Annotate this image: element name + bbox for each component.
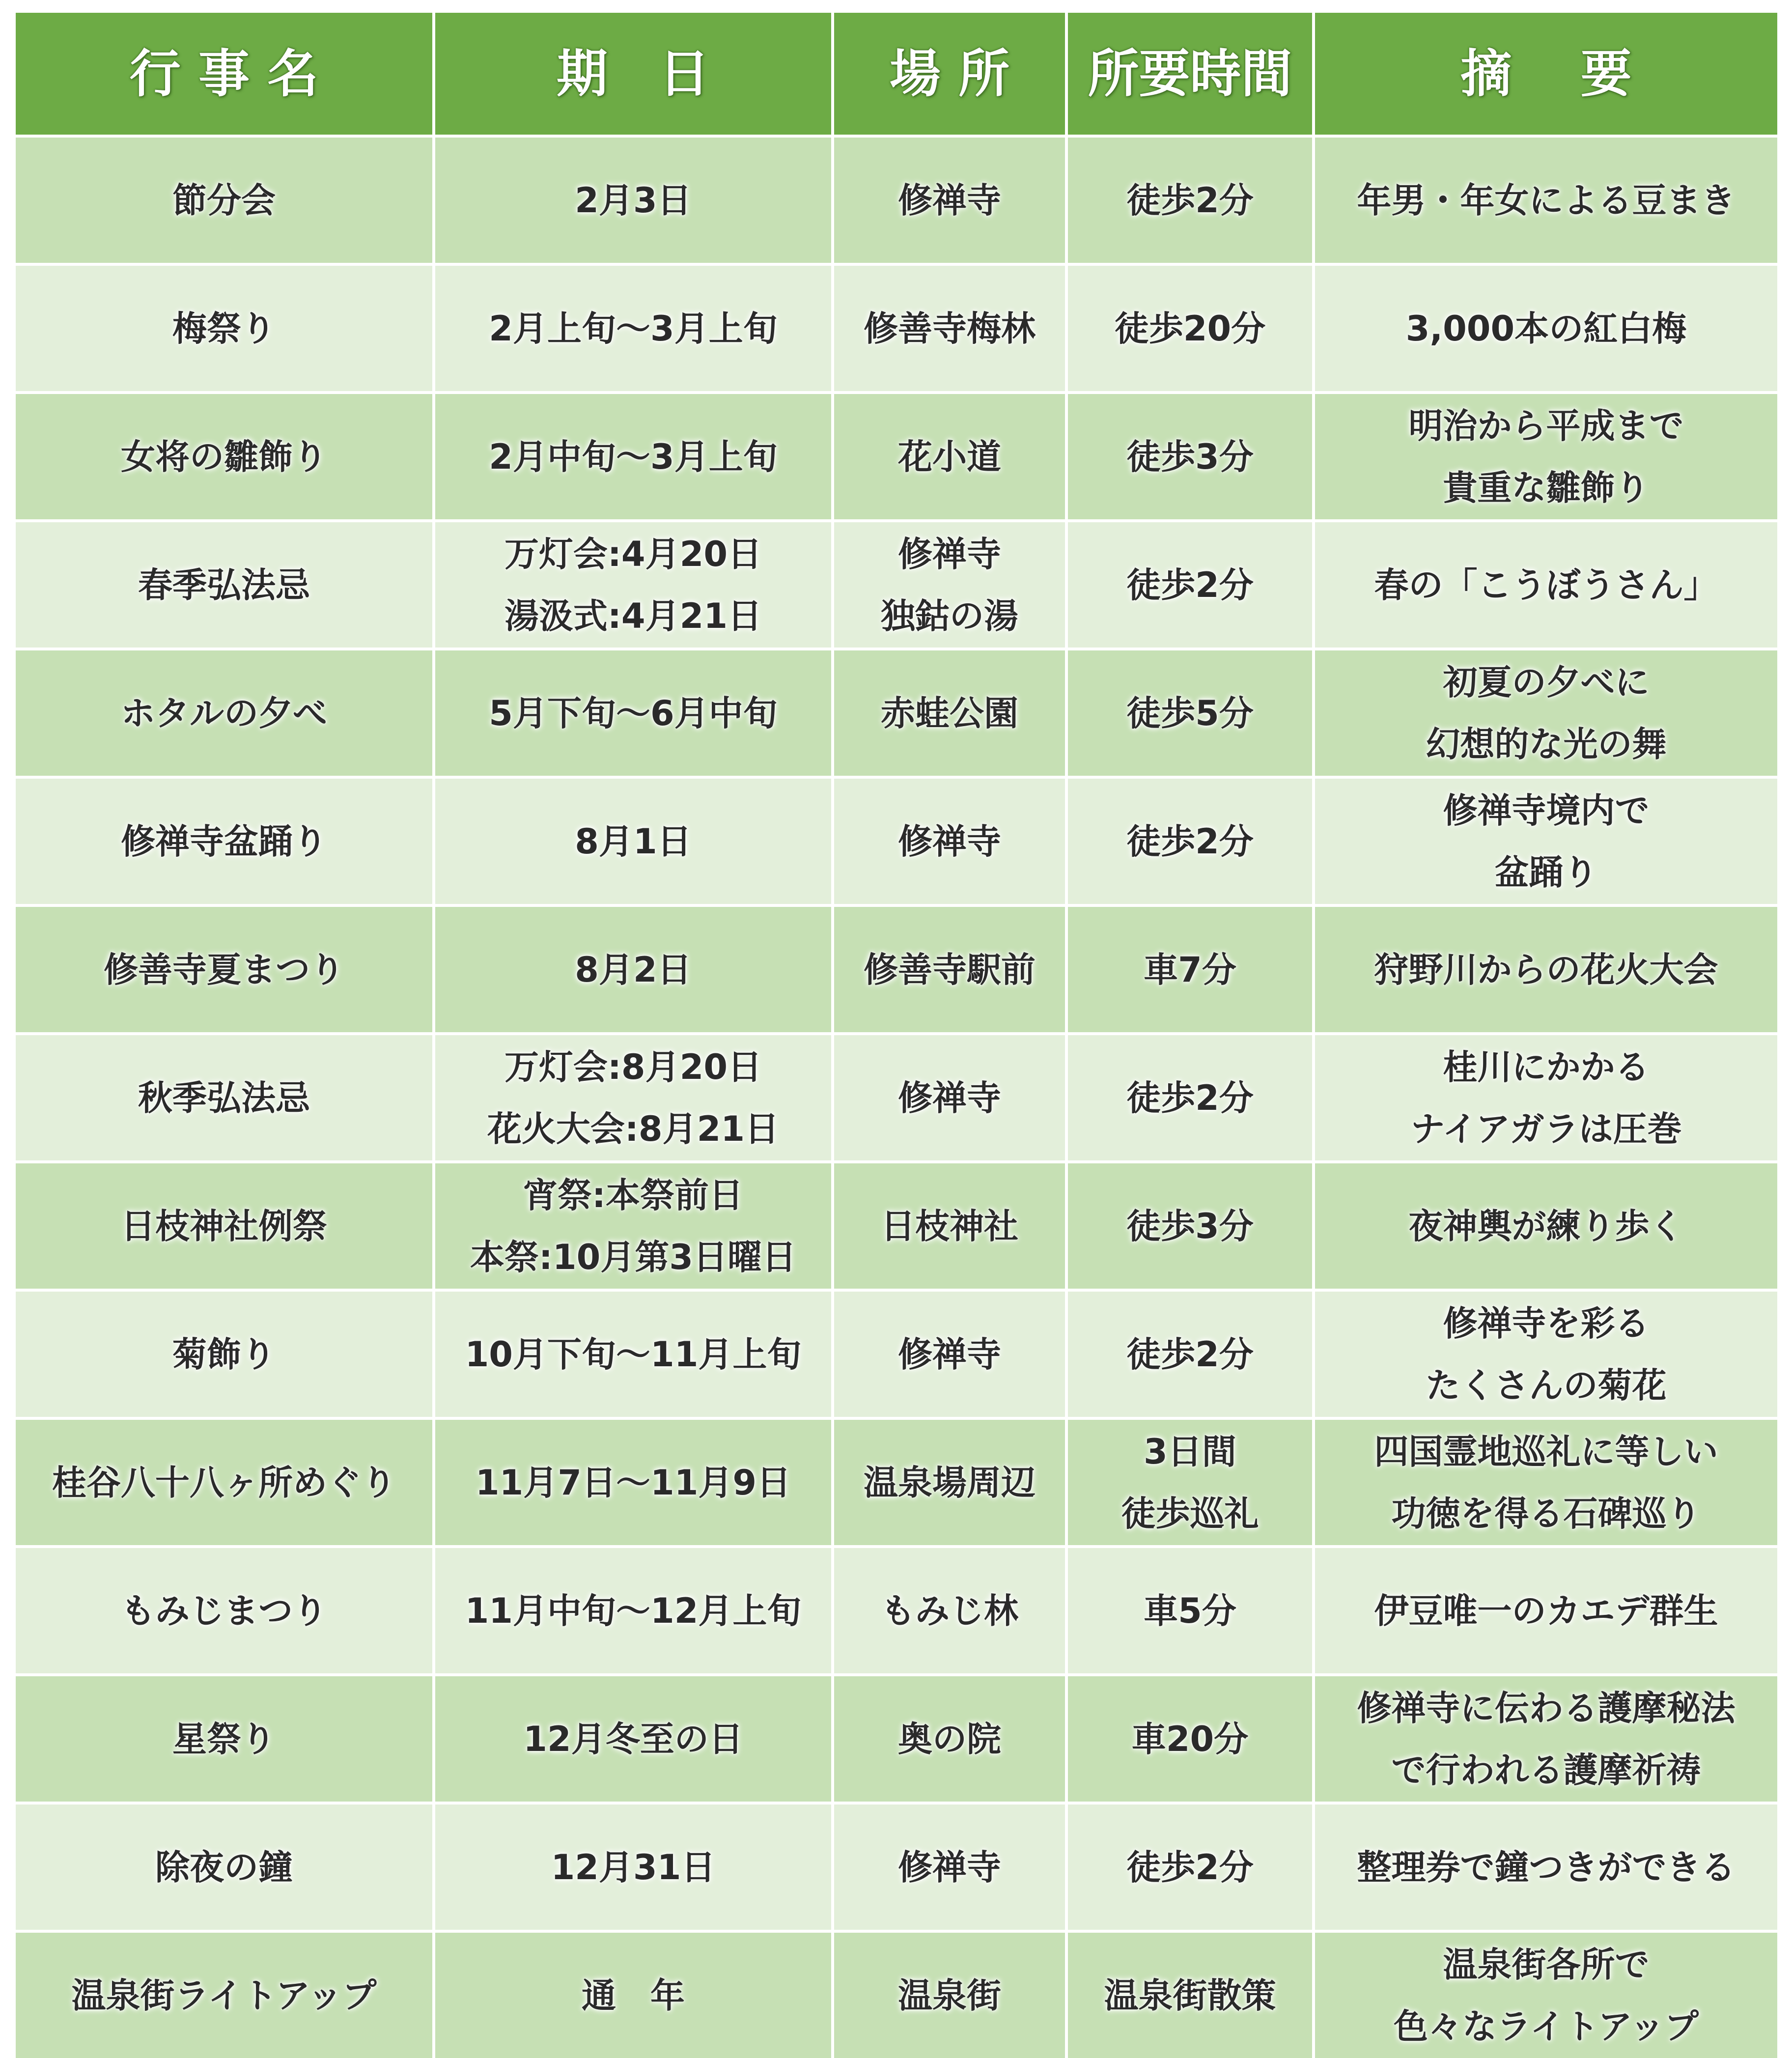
date-cell-line: 花火大会:8月21日 bbox=[487, 1108, 780, 1149]
summary-cell-line: 色々なライトアップ bbox=[1394, 2006, 1699, 2047]
summary-cell-line: 初夏の夕べに bbox=[1443, 662, 1650, 703]
summary-cell bbox=[1315, 1420, 1777, 1545]
time-cell-line: 徒歩2分 bbox=[1126, 180, 1254, 221]
date-cell-line: 11月7日～11月9日 bbox=[475, 1462, 791, 1503]
date-cell bbox=[435, 522, 831, 648]
time-cell bbox=[1068, 1804, 1312, 1930]
event-name-cell bbox=[16, 266, 432, 391]
date-cell bbox=[435, 138, 831, 263]
summary-cell bbox=[1315, 1676, 1777, 1802]
summary-cell-line: 年男・年女による豆まき bbox=[1357, 180, 1736, 221]
summary-cell bbox=[1315, 1548, 1777, 1673]
summary-cell-line: 整理券で鐘つきができる bbox=[1357, 1847, 1736, 1888]
summary-cell-line: 貴重な雛飾り bbox=[1443, 467, 1650, 508]
summary-cell-line: 修禅寺に伝わる護摩秘法 bbox=[1357, 1688, 1736, 1728]
time-cell-line: 車20分 bbox=[1131, 1719, 1249, 1759]
event-name-cell-line: 温泉街ライトアップ bbox=[71, 1975, 377, 2016]
time-cell bbox=[1068, 1420, 1312, 1545]
place-cell-line: 温泉場周辺 bbox=[864, 1462, 1036, 1503]
summary-cell-line: 春の「こうぼうさん」 bbox=[1374, 564, 1718, 605]
place-cell-line: 温泉街 bbox=[898, 1975, 1001, 2016]
date-cell-line: 宵祭:本祭前日 bbox=[523, 1175, 743, 1215]
summary-cell-line: 明治から平成まで bbox=[1408, 405, 1684, 446]
summary-cell-line: 修禅寺境内で bbox=[1443, 790, 1650, 831]
event-name-cell bbox=[16, 522, 432, 648]
event-name-cell bbox=[16, 1035, 432, 1160]
event-name-cell-line: 女将の雛飾り bbox=[121, 436, 327, 477]
date-cell bbox=[435, 1035, 831, 1160]
date-cell-line: 12月冬至の日 bbox=[523, 1719, 743, 1759]
place-cell bbox=[834, 1676, 1065, 1802]
summary-cell bbox=[1315, 1163, 1777, 1289]
place-cell-line: 修禅寺 bbox=[898, 1077, 1001, 1118]
date-cell bbox=[435, 650, 831, 776]
place-cell bbox=[834, 266, 1065, 391]
summary-cell-line: 伊豆唯一のカエデ群生 bbox=[1374, 1590, 1718, 1631]
event-name-cell bbox=[16, 907, 432, 1032]
events-table bbox=[16, 13, 1777, 2047]
date-cell bbox=[435, 266, 831, 391]
time-cell-line: 温泉街散策 bbox=[1104, 1975, 1276, 2016]
summary-cell-line: 夜神輿が練り歩く bbox=[1408, 1206, 1684, 1246]
summary-cell bbox=[1315, 266, 1777, 391]
place-cell-line: 修善寺梅林 bbox=[864, 308, 1036, 349]
time-cell bbox=[1068, 138, 1312, 263]
place-cell-line: もみじ林 bbox=[881, 1590, 1018, 1631]
time-cell-line: 車7分 bbox=[1144, 949, 1236, 990]
summary-cell bbox=[1315, 650, 1777, 776]
event-name-cell-line: もみじまつり bbox=[121, 1590, 327, 1631]
event-name-cell bbox=[16, 1676, 432, 1802]
summary-cell bbox=[1315, 1292, 1777, 1417]
date-cell-line: 2月3日 bbox=[575, 180, 692, 221]
time-cell-line: 3日間 bbox=[1144, 1431, 1236, 1472]
place-cell-line: 修禅寺 bbox=[898, 1334, 1001, 1375]
place-cell bbox=[834, 907, 1065, 1032]
event-name-cell-line: 菊飾り bbox=[172, 1334, 276, 1375]
date-cell-line: 万灯会:4月20日 bbox=[504, 534, 762, 574]
header-summary: 摘 要 bbox=[1315, 13, 1777, 135]
place-cell bbox=[834, 779, 1065, 904]
summary-cell bbox=[1315, 779, 1777, 904]
place-cell-line: 日枝神社 bbox=[881, 1206, 1018, 1246]
place-cell-line: 独鈷の湯 bbox=[881, 595, 1018, 636]
event-name-cell bbox=[16, 779, 432, 904]
event-name-cell-line: 星祭り bbox=[172, 1719, 276, 1759]
summary-cell-line: 幻想的な光の舞 bbox=[1426, 724, 1667, 764]
date-cell-line: 12月31日 bbox=[551, 1847, 716, 1888]
event-name-cell bbox=[16, 138, 432, 263]
place-cell-line: 修禅寺 bbox=[898, 180, 1001, 221]
event-name-cell-line: 桂谷八十八ヶ所めぐり bbox=[52, 1462, 396, 1503]
time-cell bbox=[1068, 907, 1312, 1032]
time-cell bbox=[1068, 1676, 1312, 1802]
place-cell bbox=[834, 1163, 1065, 1289]
summary-cell bbox=[1315, 907, 1777, 1032]
date-cell-line: 5月下旬～6月中旬 bbox=[489, 693, 778, 733]
event-name-cell bbox=[16, 650, 432, 776]
summary-cell-line: 盆踊り bbox=[1494, 852, 1598, 893]
place-cell bbox=[834, 1420, 1065, 1545]
place-cell-line: 修善寺駅前 bbox=[864, 949, 1036, 990]
summary-cell-line: 功徳を得る石碑巡り bbox=[1391, 1493, 1701, 1534]
summary-cell bbox=[1315, 1804, 1777, 1930]
time-cell-line: 徒歩3分 bbox=[1126, 436, 1254, 477]
place-cell bbox=[834, 1292, 1065, 1417]
date-cell bbox=[435, 907, 831, 1032]
time-cell-line: 徒歩2分 bbox=[1126, 1077, 1254, 1118]
event-name-cell-line: 梅祭り bbox=[172, 308, 276, 349]
date-cell bbox=[435, 1676, 831, 1802]
date-cell-line: 8月2日 bbox=[575, 949, 692, 990]
time-cell bbox=[1068, 394, 1312, 519]
date-cell-line: 本祭:10月第3日曜日 bbox=[470, 1237, 797, 1277]
event-name-cell-line: 修善寺夏まつり bbox=[104, 949, 344, 990]
place-cell-line: 修禅寺 bbox=[898, 534, 1001, 574]
place-cell-line: 修禅寺 bbox=[898, 821, 1001, 862]
event-name-cell bbox=[16, 1163, 432, 1289]
summary-cell bbox=[1315, 138, 1777, 263]
time-cell-line: 徒歩2分 bbox=[1126, 821, 1254, 862]
header-date: 期 日 bbox=[435, 13, 831, 135]
event-name-cell-line: 日枝神社例祭 bbox=[121, 1206, 327, 1246]
summary-cell bbox=[1315, 1035, 1777, 1160]
date-cell-line: 10月下旬～11月上旬 bbox=[465, 1334, 802, 1375]
date-cell bbox=[435, 1292, 831, 1417]
summary-cell-line: で行われる護摩祈祷 bbox=[1391, 1749, 1701, 1790]
date-cell bbox=[435, 1804, 831, 1930]
date-cell bbox=[435, 1933, 831, 2058]
summary-cell-line: 桂川にかかる bbox=[1443, 1046, 1650, 1087]
time-cell-line: 徒歩5分 bbox=[1126, 693, 1254, 733]
event-name-cell-line: ホタルの夕べ bbox=[121, 693, 327, 733]
date-cell-line: 2月中旬～3月上旬 bbox=[489, 436, 778, 477]
summary-cell-line: たくさんの菊花 bbox=[1426, 1365, 1667, 1406]
event-name-cell bbox=[16, 1292, 432, 1417]
event-name-cell-line: 秋季弘法忌 bbox=[138, 1077, 310, 1118]
date-cell-line: 通 年 bbox=[582, 1975, 685, 2016]
header-place: 場 所 bbox=[834, 13, 1065, 135]
date-cell-line: 11月中旬～12月上旬 bbox=[465, 1590, 802, 1631]
event-name-cell bbox=[16, 394, 432, 519]
date-cell bbox=[435, 779, 831, 904]
date-cell-line: 8月1日 bbox=[575, 821, 692, 862]
place-cell bbox=[834, 1933, 1065, 2058]
time-cell-line: 徒歩2分 bbox=[1126, 564, 1254, 605]
place-cell bbox=[834, 522, 1065, 648]
place-cell-line: 花小道 bbox=[898, 436, 1001, 477]
header-event-name: 行 事 名 bbox=[16, 13, 432, 135]
event-name-cell bbox=[16, 1548, 432, 1673]
event-name-cell-line: 修禅寺盆踊り bbox=[121, 821, 327, 862]
event-name-cell bbox=[16, 1420, 432, 1545]
place-cell-line: 赤蛙公園 bbox=[881, 693, 1018, 733]
event-name-cell bbox=[16, 1804, 432, 1930]
event-name-cell-line: 節分会 bbox=[172, 180, 276, 221]
summary-cell-line: 3,000本の紅白梅 bbox=[1405, 308, 1687, 349]
time-cell-line: 車5分 bbox=[1144, 1590, 1236, 1631]
date-cell-line: 万灯会:8月20日 bbox=[504, 1046, 762, 1087]
date-cell-line: 2月上旬～3月上旬 bbox=[489, 308, 778, 349]
time-cell bbox=[1068, 1035, 1312, 1160]
time-cell bbox=[1068, 1163, 1312, 1289]
date-cell bbox=[435, 394, 831, 519]
time-cell bbox=[1068, 779, 1312, 904]
summary-cell-line: ナイアガラは圧巻 bbox=[1410, 1108, 1682, 1149]
event-name-cell bbox=[16, 1933, 432, 2058]
time-cell bbox=[1068, 522, 1312, 648]
summary-cell bbox=[1315, 394, 1777, 519]
summary-cell-line: 狩野川からの花火大会 bbox=[1374, 949, 1718, 990]
place-cell-line: 奥の院 bbox=[898, 1719, 1001, 1759]
place-cell bbox=[834, 138, 1065, 263]
event-name-cell-line: 春季弘法忌 bbox=[138, 564, 310, 605]
time-cell-line: 徒歩3分 bbox=[1126, 1206, 1254, 1246]
time-cell bbox=[1068, 1292, 1312, 1417]
event-name-cell-line: 除夜の鐘 bbox=[155, 1847, 293, 1888]
place-cell-line: 修禅寺 bbox=[898, 1847, 1001, 1888]
time-cell bbox=[1068, 1548, 1312, 1673]
date-cell bbox=[435, 1548, 831, 1673]
header-time: 所要時間 bbox=[1068, 13, 1312, 135]
place-cell bbox=[834, 650, 1065, 776]
summary-cell-line: 四国霊地巡礼に等しい bbox=[1374, 1431, 1718, 1472]
time-cell-line: 徒歩20分 bbox=[1114, 308, 1266, 349]
time-cell-line: 徒歩巡礼 bbox=[1121, 1493, 1259, 1534]
summary-cell-line: 修禅寺を彩る bbox=[1443, 1303, 1650, 1344]
summary-cell-line: 温泉街各所で bbox=[1443, 1944, 1650, 1985]
place-cell bbox=[834, 1804, 1065, 1930]
time-cell-line: 徒歩2分 bbox=[1126, 1847, 1254, 1888]
time-cell bbox=[1068, 266, 1312, 391]
place-cell bbox=[834, 1035, 1065, 1160]
date-cell bbox=[435, 1420, 831, 1545]
time-cell bbox=[1068, 1933, 1312, 2058]
time-cell bbox=[1068, 650, 1312, 776]
date-cell-line: 湯汲式:4月21日 bbox=[504, 595, 762, 636]
place-cell bbox=[834, 1548, 1065, 1673]
summary-cell bbox=[1315, 1933, 1777, 2058]
date-cell bbox=[435, 1163, 831, 1289]
summary-cell bbox=[1315, 522, 1777, 648]
place-cell bbox=[834, 394, 1065, 519]
time-cell-line: 徒歩2分 bbox=[1126, 1334, 1254, 1375]
